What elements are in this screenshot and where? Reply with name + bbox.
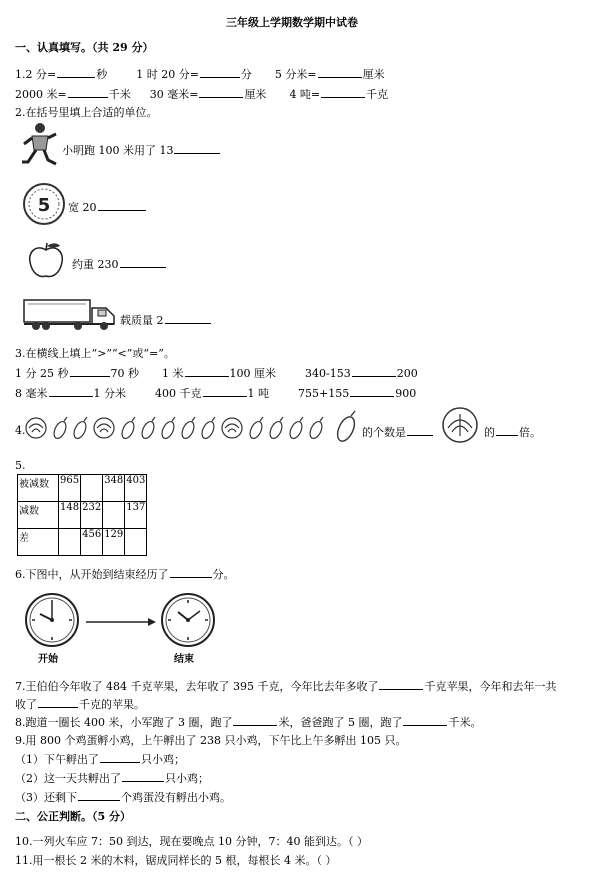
clock-start-label: 开始 [38, 654, 58, 665]
q3-a-blank[interactable] [70, 366, 110, 377]
table-cell: 差 [18, 529, 59, 556]
q2-item-1-text: 小明跑 100 米用了 13 [62, 144, 174, 157]
q3-d-blank[interactable] [49, 386, 93, 397]
table-row [18, 529, 147, 556]
q9-blank-1[interactable] [100, 752, 140, 763]
table-cell: 137 [125, 502, 147, 529]
q3-a-right: 70 秒 [110, 367, 139, 380]
eggplant-icon [52, 417, 89, 440]
q7-text-1: 7.王伯伯今年收了 484 千克苹果，去年收了 395 千克，今年比去年多收了 [15, 680, 379, 693]
q3-line1 [15, 365, 418, 381]
q1-e-text: 30 毫米= [149, 88, 199, 101]
cabbage-icon [222, 418, 242, 438]
q1-a-text: 1.2 分= [15, 68, 57, 81]
q4-text-2 [484, 424, 541, 440]
q7-text-2: 千克苹果，今年和去年一共 [424, 680, 557, 693]
q6-text: 6.下图中，从开始到结束经历了 [15, 568, 169, 581]
table-cell: 456 [81, 529, 103, 556]
q10-statement: 10.一列火车应 7：50 到达，现在要晚点 10 分钟，7：40 能到达。（ ） [15, 835, 368, 848]
q1-f-unit: 千克 [366, 88, 389, 101]
coin-icon [22, 182, 66, 226]
arrow-right-icon [86, 617, 156, 627]
q1-c-unit: 厘米 [362, 68, 385, 81]
runner-icon [18, 122, 60, 168]
q2-item-3-text: 约重 230 [72, 258, 119, 271]
q5-table [17, 474, 147, 556]
q2-item-3-blank[interactable] [120, 257, 166, 268]
q3-f-right: 900 [395, 387, 417, 400]
q8-line [15, 714, 481, 730]
q1-line2 [15, 86, 388, 102]
q9-sub-3-text: （3）还剩下 [15, 791, 77, 804]
clock-start-icon [24, 592, 80, 648]
q1-f-blank[interactable] [321, 87, 365, 98]
q1-a-unit: 秒 [96, 68, 108, 81]
q3-f-left: 755+155 [298, 387, 350, 400]
q1-b-blank[interactable] [200, 67, 240, 78]
q3-e-left: 400 千克 [155, 387, 202, 400]
q4-vegetable-row [24, 410, 364, 444]
q1-a-blank[interactable] [57, 67, 95, 78]
q8-text-2: 米，爸爸跑了 5 圈，跑了 [278, 716, 403, 729]
q7-line1 [15, 678, 556, 694]
q11-statement: 11.用一根长 2 米的木料，锯成同样长的 5 根，每根长 4 米。（ ） [15, 854, 337, 867]
q9-intro: 9.用 800 个鸡蛋孵小鸡，上午孵出了 238 只小鸡，下午比上午多孵出 105 只。 [15, 734, 407, 747]
q7-blank-1[interactable] [379, 679, 423, 690]
q2-item-2-blank[interactable] [98, 200, 146, 211]
q1-c-blank[interactable] [318, 67, 362, 78]
q3-d-left: 8 毫米 [15, 387, 48, 400]
q9-sub-2-unit: 只小鸡； [165, 772, 209, 785]
table-cell: 348 [103, 475, 125, 502]
q9-sub-2 [15, 770, 209, 786]
clock-end-label: 结束 [174, 654, 194, 665]
q5-number: 5. [15, 459, 26, 472]
q3-intro: 3.在横线上填上“>”“<”或“=”。 [15, 347, 175, 360]
table-cell: 被减数 [18, 475, 59, 502]
q7-text-4: 千克的苹果。 [79, 698, 145, 711]
q7-line2 [15, 696, 145, 712]
section-2-heading: 二、公正判断。（5 分） [15, 810, 131, 823]
coin-label: 5 [37, 195, 51, 216]
q8-blank-1[interactable] [233, 715, 277, 726]
q4-text-2-label: 的 [484, 426, 495, 439]
table-cell: 403 [125, 475, 147, 502]
q3-b-blank[interactable] [185, 366, 229, 377]
q2-item-3 [72, 256, 167, 272]
table-cell: 148 [59, 502, 81, 529]
page-title: 三年级上学期数学期中试卷 [226, 16, 358, 29]
q9-sub-3 [15, 789, 231, 805]
table-cell: 232 [81, 502, 103, 529]
q7-blank-2[interactable] [38, 697, 78, 708]
q3-b-left: 1 米 [162, 367, 184, 380]
q2-item-4-text: 载质量 2 [120, 314, 164, 327]
table-cell[interactable] [59, 529, 81, 556]
q1-f-text: 4 吨= [289, 88, 321, 101]
eggplant-icon [120, 417, 217, 440]
table-row [18, 502, 147, 529]
q3-c-left: 340-153 [305, 367, 351, 380]
q2-item-2-text: 宽 20 [68, 201, 97, 214]
q8-blank-2[interactable] [403, 715, 447, 726]
cabbage-icon [26, 418, 46, 438]
q1-e-blank[interactable] [199, 87, 243, 98]
q1-d-unit: 千米 [108, 88, 131, 101]
q9-blank-3[interactable] [78, 790, 120, 801]
q6-blank[interactable] [170, 567, 212, 578]
q9-sub-2-text: （2）这一天共孵出了 [15, 772, 121, 785]
q7-text-3: 收了 [15, 698, 37, 711]
q1-d-text: 2000 米= [15, 88, 67, 101]
q3-f-blank[interactable] [350, 386, 394, 397]
q2-intro: 2.在括号里填上合适的单位。 [15, 106, 158, 119]
q6-unit: 分。 [212, 568, 235, 581]
q9-sub-1-text: （1）下午孵出了 [15, 753, 99, 766]
q3-e-blank[interactable] [203, 386, 247, 397]
q2-item-2 [68, 199, 147, 215]
q2-item-4-blank[interactable] [165, 313, 211, 324]
q1-b-unit: 分 [240, 68, 252, 81]
q9-sub-1 [15, 751, 185, 767]
large-eggplant-icon [334, 411, 358, 444]
table-row [18, 475, 147, 502]
q1-b-text: 1 时 20 分= [136, 68, 199, 81]
q6-question [15, 566, 235, 582]
eggplant-icon [248, 417, 325, 440]
q9-sub-3-unit: 个鸡蛋没有孵出小鸡。 [121, 791, 231, 804]
table-cell[interactable] [125, 529, 147, 556]
section-1-heading: 一、认真填写。（共 29 分） [15, 41, 154, 54]
q2-item-1-blank[interactable] [174, 143, 220, 154]
table-cell[interactable] [81, 475, 103, 502]
q3-d-right: 1 分米 [93, 387, 126, 400]
table-cell: 965 [59, 475, 81, 502]
q8-text-1: 8.跑道一圈长 400 米，小军跑了 3 圈，跑了 [15, 716, 233, 729]
q3-a-left: 1 分 25 秒 [15, 367, 69, 380]
q4-blank-1[interactable] [407, 425, 433, 436]
q3-b-right: 100 厘米 [229, 367, 276, 380]
cabbage-icon [94, 418, 114, 438]
q3-c-right: 200 [396, 367, 418, 380]
q2-item-1 [62, 142, 221, 158]
q3-c-blank[interactable] [352, 366, 396, 377]
q1-c-text: 5 分米= [274, 68, 317, 81]
q3-line2 [15, 385, 416, 401]
q3-e-right: 1 吨 [247, 387, 269, 400]
table-cell: 129 [103, 529, 125, 556]
truck-icon [22, 296, 118, 332]
q1-line1 [15, 66, 385, 82]
large-cabbage-icon [440, 406, 480, 444]
table-cell: 减数 [18, 502, 59, 529]
q4-text-1 [362, 424, 434, 440]
q1-d-blank[interactable] [68, 87, 108, 98]
q4-blank-2[interactable] [496, 425, 518, 436]
q4-number: 4. [15, 424, 26, 437]
q9-blank-2[interactable] [122, 771, 164, 782]
table-cell[interactable] [103, 502, 125, 529]
q9-sub-1-unit: 只小鸡； [141, 753, 185, 766]
q4-text-1-label: 的个数是 [362, 426, 406, 439]
clock-end-icon [160, 592, 216, 648]
q8-text-3: 千米。 [448, 716, 482, 729]
q4-text-3-label: 倍。 [519, 426, 541, 439]
q2-item-4 [120, 312, 212, 328]
apple-icon [26, 240, 66, 280]
q1-e-unit: 厘米 [244, 88, 267, 101]
